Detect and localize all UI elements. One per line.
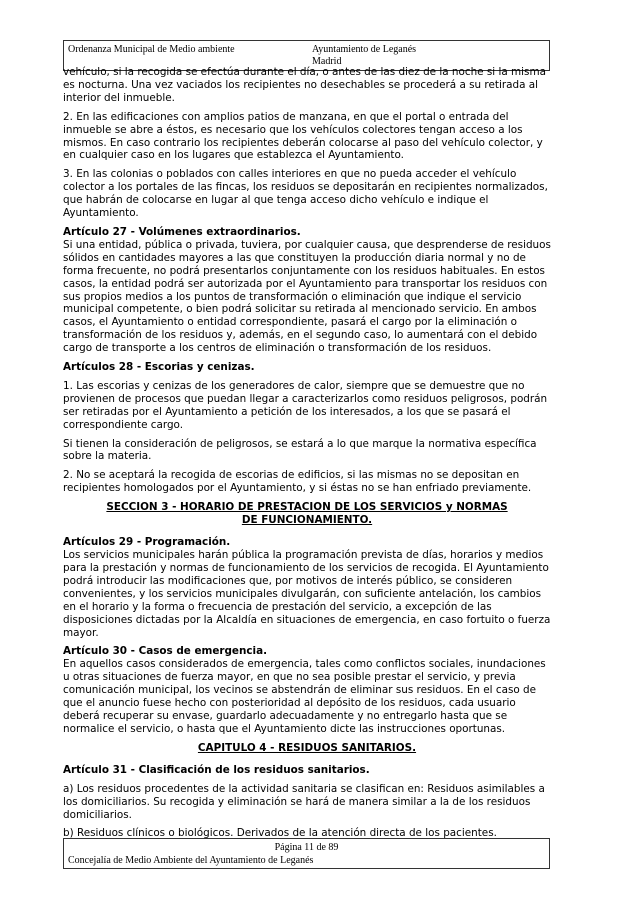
article-27-heading: Artículo 27 - Volúmenes extraordinarios. [63, 225, 301, 238]
article-28-paragraph-3: 2. No se aceptará la recogida de escorias de edificios, si las mismas no se depositan en recipientes homologados por el Ayuntamiento, y si éstas no se han enfriado previamente. [63, 469, 532, 495]
article-31-heading: Artículo 31 - Clasificación de los residuos sanitarios. [63, 763, 370, 776]
article-30-heading: Artículo 30 - Casos de emergencia. [63, 645, 268, 658]
page-number: Página 11 de 89 [274, 842, 339, 853]
chapter-4-heading: CAPITULO 4 - RESIDUOS SANITARIOS. [197, 741, 417, 754]
paragraph-continuation: vehículo, si la recogida se efectúa durante el día, o antes de las diez de la noche si la misma es nocturna. Una vez vaciados los recipientes no desechables se procederá a su retirada al interior del inmueble. [63, 66, 546, 104]
paragraph-item-2: 2. En las edificaciones con amplios patios de manzana, en que el portal o entrada del inmueble se abre a éstos, es necesario que los vehículos colectores tengan acceso a los mismos. En caso contrario los recipientes deberán colocarse al paso del vehículo colector, y en cualquier caso en los lugares que establezca el Ayuntamiento. [63, 110, 543, 162]
header-organization-name: Ayuntamiento de Leganés [312, 44, 417, 55]
article-28-paragraph-2: Si tienen la consideración de peligrosos, se estará a lo que marque la normativa específica sobre la materia. [63, 437, 537, 463]
article-28-paragraph-1: 1. Las escorias y cenizas de los generadores de calor, siempre que se demuestre que no provienen de procesos que puedan llegar a caracterizarlos como residuos peligrosos, podrán ser retiradas por el Ayuntamiento a petición de los interesados, a los que se pasará el correspondiente cargo. [63, 379, 548, 431]
paragraph-item-3: 3. En las colonias o poblados con calles interiores en que no pueda acceder el vehículo colector a los portales de las fincas, los residuos se depositarán en recipientes normalizados, que habrán de colocarse en lugar al que tenga acceso dicho vehículo e indique el Ayuntamiento. [63, 168, 548, 220]
section-3-heading: SECCION 3 - HORARIO DE PRESTACION DE LOS SERVICIOS y NORMAS DE FUNCIONAMIENTO. [106, 501, 508, 527]
article-29-heading: Artículos 29 - Programación. [63, 536, 231, 549]
header-organization-region: Madrid [312, 56, 342, 67]
document-body [63, 66, 551, 846]
header-document-title: Ordenanza Municipal de Medio ambiente [68, 44, 235, 55]
article-29-text: Los servicios municipales harán pública la programación prevista de días, horarios y medios para la prestación y normas de funcionamiento de los servicios de recogida. El Ayuntamiento podrá introducir las modificaciones que, por motivos de interés público, se consideren convenientes, y los servicios municipales divulgarán, con suficiente antelación, los cambios en el horario y la forma o frecuencia de prestación del servicio, a excepción de las disposiciones dictadas por la Alcaldía en situaciones de emergencia, en caso fortuito o fuerza mayor. [63, 549, 551, 639]
footer-organization: Concejalía de Medio Ambiente del Ayuntamiento de Leganés [68, 855, 314, 866]
article-28-heading: Artículos 28 - Escorias y cenizas. [63, 361, 255, 374]
article-27-text: Si una entidad, pública o privada, tuviera, por cualquier causa, que desprenderse de residuos sólidos en cantidades mayores a las que constituyen la producción diaria normal y no de forma frecuente, no podrá presentarlos conjuntamente con los residuos habituales. En estos casos, la entidad podrá ser autorizada por el Ayuntamiento para transportar los residuos con sus propios medios a los puntos de transformación o eliminación que indique el servicio municipal competente, o bien podrá solicitar su retirada al mencionado servicio. En ambos casos, el Ayuntamiento o entidad correspondiente, pasará el cargo por la eliminación o transformación de los residuos y, además, en el segundo caso, lo aumentará con el debido cargo de transporte a los centros de eliminación o transformación de los residuos. [63, 238, 551, 355]
article-30-text: En aquellos casos considerados de emergencia, tales como conflictos sociales, inundaciones u otras situaciones de fuerza mayor, en que no sea posible prestar el servicio, y previa comunicación municipal, los vecinos se abstendrán de eliminar sus residuos. En el caso de que el anuncio fuese hecho con posterioridad al depósito de los residuos, cada usuario deberá recuperar su envase, guardarlo adecuadamente y no entregarlo hasta que se normalice el servicio, o hasta que el Ayuntamiento dicte las instrucciones oportunas. [63, 658, 546, 735]
article-31-paragraph-a: a) Los residuos procedentes de la actividad sanitaria se clasifican en: Residuos asimilables a los domiciliarios. Su recogida y eliminación se hará de manera similar a la de los residuos domiciliarios. [63, 782, 545, 821]
page-footer [63, 838, 550, 869]
article-31-paragraph-b: b) Residuos clínicos o biológicos. Derivados de la atención directa de los pacientes. [63, 827, 497, 840]
header-organization [312, 44, 432, 68]
